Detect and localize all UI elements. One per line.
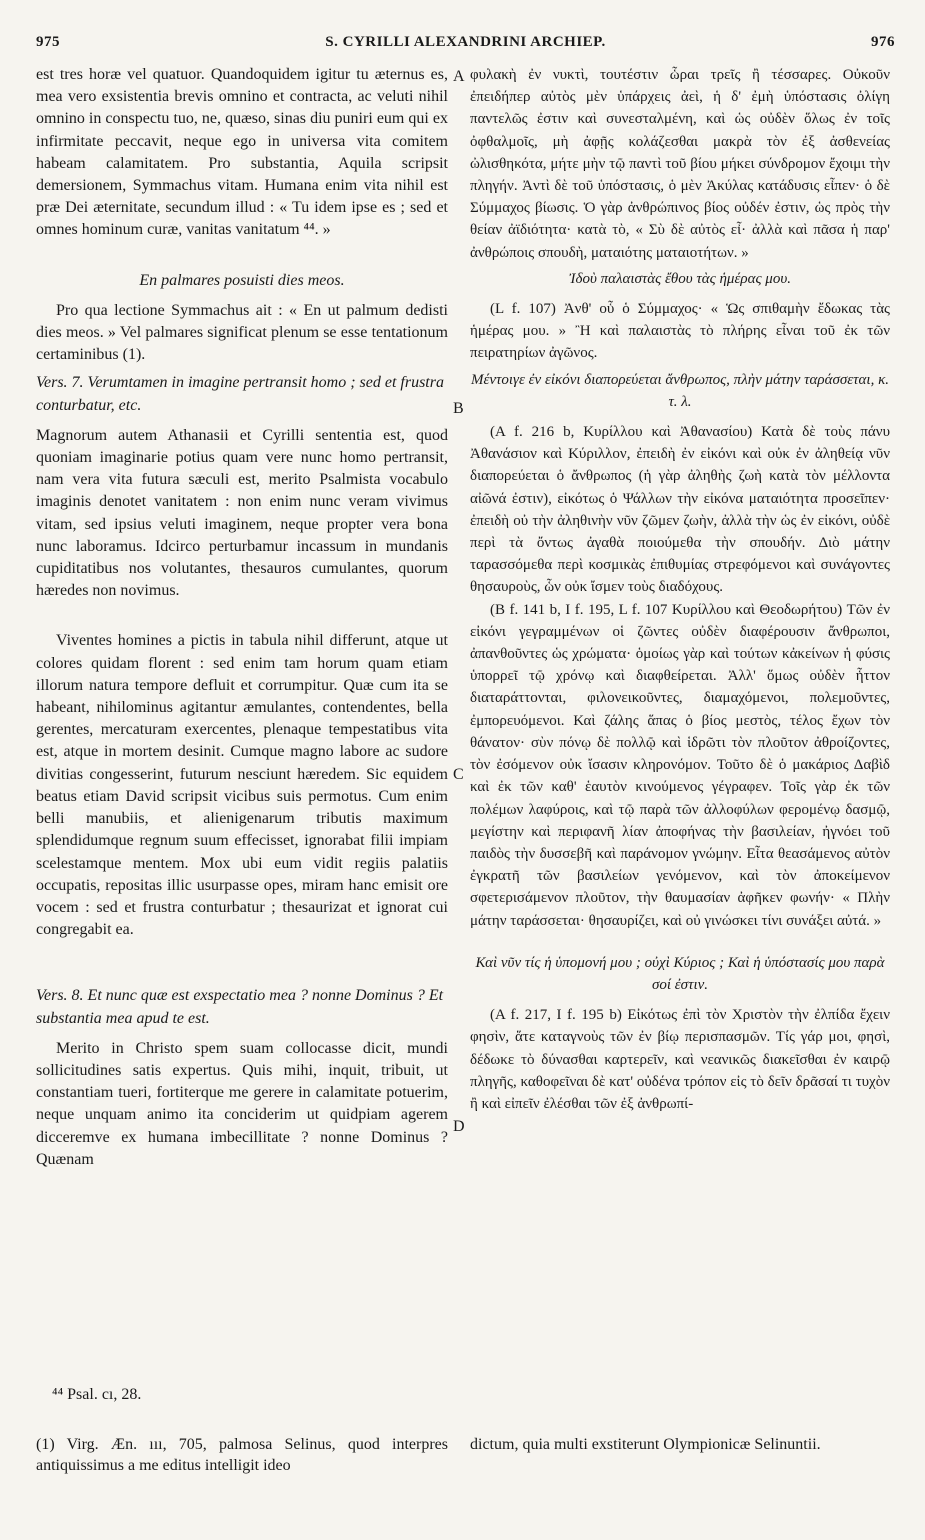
greek-paragraph-4: (B f. 141 b, I f. 195, L f. 107 Κυρίλλου καὶ Θεοδωρήτου) Τῶν ἐν εἰκόνι γεγραμμένων οἱ ζῶντες οὐδὲν διαφέρουσιν ἄνθρωποι, ἀπανθοῦντες ὡς χρώματα· ὁμοίως γὰρ καὶ τούτων κἀκείνων ἡ φύσις ὑπορρεῖ τῷ χρόνῳ καὶ διαφθείρεται. Ἀλλ' ὅμως οὐδὲν ἧττον διαταράττονται, φιλονεικοῦντες, διαμαχόμενοι, πολεμοῦντες, ἐμπορευόμενοι. Καὶ ζάλης ἅπας ὁ βίος μεστὸς, τέλος ἔχων τὸν θάνατον· σὺν πόνῳ δὲ πολλῷ καὶ ἱδρῶτι τὸν πλοῦτον ἀθροίζοντες, τὸν ἐσόμενον οὐκ ἴσασιν κληρονόμον. Τοῦτο δὲ ὁ μακάριος Δαβὶδ καὶ ἐκ τῶν καθ' ἑαυτὸν κινούμενος γέγραφεν. Τοῖς γὰρ ἐκ τῶν πολέμων λαφύροις, καὶ τῷ παρὰ τῶν ἀλλοφύλων φερομένῳ δασμῷ, μεγίστην καὶ περιφανῆ λίαν ἀποφήνας τὴν βασιλείαν, ἠγνόει τοῦ παιδὸς τὴν δυσσεβῆ καὶ παράνομον γνώμην. Εἶτα θεασάμενος αὐτὸν ἐγκρατῆ τῶν βασιλείων γενόμενον, καὶ τὸν ἀποκείμενον σφετερισάμενον πλοῦτον, τὴν θαυμασίαν ἀφῆκεν φωνήν· « Πλὴν μάτην ταράσσεται· θησαυρίζει, καὶ οὐ γινώσκει τίνι συνάξει αὐτά. » — [470, 601, 890, 929]
latin-paragraph-5: Merito in Christo spem suam collocasse dicit, mundi sollicitudines satis expertus. Quis mihi, inquit, tribuit, ut constantiam tueri, fortiterque me gerere in calamitate potuerim, neque unquam animo ita conciderim ut quidpiam agerem dicceremve ex humana imbecillitate ? nonne Dominus ? Quænam — [36, 1039, 448, 1168]
greek-heading-palaistas: Ἰδοὺ παλαιστὰς ἔθου τὰς ἡμέρας μου. — [569, 270, 791, 287]
greek-verse-7: Μέντοιγε ἐν εἰκόνι διαπορεύεται ἄνθρωπος, πλὴν μάτην ταράσσεται, κ. τ. λ. — [470, 371, 890, 410]
greek-paragraph-5: (A f. 217, I f. 195 b) Εἰκότως ἐπὶ τὸν Χριστὸν τὴν ἐλπίδα ἔχειν φησὶν, ἅτε καταγνοὺς τῶν ἐν βίῳ περισπασμῶν. Τίς γάρ μοι, φησὶ, δέδωκε τὸ δύνασθαι καρτερεῖν, καὶ νεανικῶς διακεῖσθαι ἐν καιρῷ πληγῆς, καθοφεῖναι δὲ κατ' οὐδένα τρόπον εἰς τὸ δεῖν δρᾶσαί τι τυχὸν ἢ καὶ εἰπεῖν ἐλέσθαι τῶν ἐξ ἀνθρωπί- — [470, 1007, 890, 1112]
margin-marker-a: A — [453, 68, 465, 85]
margin-marker-d: D — [453, 1118, 465, 1135]
running-title: S. CYRILLI ALEXANDRINI ARCHIEP. — [325, 34, 606, 50]
page-number-left: 975 — [36, 34, 60, 50]
greek-column — [470, 64, 890, 1115]
latin-paragraph-2: Pro qua lectione Symmachus ait : « En ut palmum dedisti dies meos. » Vel palmares significat plenum se esse tentationum certaminibus (1). — [36, 301, 448, 364]
latin-paragraph-1: est tres horæ vel quatuor. Quandoquidem igitur tu æternus es, mea vero exsistentia brevis omnino et contracta, ac veluti nihil omnino in conspectu tuo, ne, quæso, sinas diu puniri eum qui ex infirmitate peccavit, neque ego in universa vita comitem habeam calamitatem. Pro substantia, Aquila scripsit demersionem, Symmachus vitam. Humana enim vita nihil est præ Dei æternitate, secundum illud : « Tu idem ipse es ; sed et omnes hominum curæ, vanitas vanitatum ⁴⁴. » — [36, 66, 448, 239]
latin-verse-7: Vers. 7. Verumtamen in imagine pertransit homo ; sed et frustra conturbatur, etc. — [36, 374, 444, 414]
greek-paragraph-3: (A f. 216 b, Κυρίλλου καὶ Ἀθανασίου) Κατὰ δὲ τοὺς πάνυ Ἀθανάσιον καὶ Κύριλλον, ἐπειδὴ ἐν εἰκόνι καὶ οὐκ ἐν ἀληθείᾳ νῦν διαπορεύεται ὁ ἄνθρωπος (ἡ γὰρ ἀληθὴς ζωὴ κατὰ τὸν μέλλοντα αἰῶνά ἐστιν), εἰκότως ὁ Ψάλλων τὴν εἰκόνα ματαιότητα προσεῖπεν· ἐπειδὴ οὐ τὴν ἀληθινὴν νῦν ζῶμεν ζωὴν, ἀλλὰ τὴν ὡς ἐν εἰκόνι, οὐδὲ περὶ τὰ ὄντως ἀγαθὰ ποιούμεθα τὴν σπουδήν. Διὸ μάτην ταρασσόμεθα περὶ κοσμικὰς ἐπιθυμίας στρεφόμενοι καὶ συνάγοντες θησαυροὺς, ὧν οὐκ ἴσμεν τοὺς διαδόχους. — [470, 424, 890, 596]
greek-paragraph-1: φυλακὴ ἐν νυκτὶ, τουτέστιν ὧραι τρεῖς ἢ τέσσαρες. Οὐκοῦν ἐπειδήπερ αὐτὸς μὲν ὑπάρχεις ἀεὶ, ἡ δ' ἐμὴ ὑπόστασις ὀλίγη παντελῶς ἐστιν καὶ συνεσταλμένη, καὶ ὡς οὐδὲν ὅλως ἐν τοῖς ὀφθαλμοῖς, μὴ ἀφῇς κολάζεσθαι μακρὰ τὸν ἐξ ἀσθενείας ὠλισθηκότα, μήτε μὴν τῷ παντὶ τοῦ βίου μήκει σύνδρομον ἔχοιμι τὴν πληγήν. Ἀντὶ δὲ τοῦ ὑπόστασις, ὁ μὲν Ἀκύλας κατάδυσις εἶπεν· ὁ δὲ Σύμμαχος βίωσις. Ὁ γὰρ ἀνθρώπινος βίος οὐδέν ἐστιν, ὡς πρὸς τὴν θείαν ἀϊδιότητα· κατὰ τὸ, « Σὺ δὲ αὐτὸς εἶ· ἀλλὰ καὶ πᾶσα ἡ παρ' ἀνθρώποις σπουδὴ, ματαιότης ματαιοτήτων. » — [470, 67, 890, 261]
latin-column — [36, 64, 448, 1171]
margin-marker-c: C — [453, 766, 464, 783]
greek-verse-8: Καὶ νῦν τίς ἡ ὑπομονή μου ; οὐχὶ Κύριος ; Καὶ ἡ ὑπόστασίς μου παρὰ σοί ἐστιν. — [475, 954, 885, 993]
footnote-1-right: dictum, quia multi exstiterunt Olympionicæ Selinuntii. — [470, 1436, 821, 1453]
footnote-1-left: (1) Virg. Æn. ııı, 705, palmosa Selinus, quod interpres antiquissimus a me editus intelligit ideo — [36, 1436, 448, 1474]
latin-paragraph-4: Viventes homines a pictis in tabula nihil differunt, atque ut colores quidam florent : sed enim tam horum quam etiam illorum natura tempore defluit et corrumpitur. Quæ cum ita se habeant, nihilominus agitantur æmulantes, contendentes, bella gerentes, mercaturam exercentes, plenaque tempestatibus vita est, atque in mortem desinit. Cumque magno labore ac sudore divitias congesserint, futurum nesciunt hæredem. Sic equidem beatus etiam David scripsit vicibus suis permotus. Cum enim belli manubiis, et alienigenarum tributis maximum splendidumque regnum suum effecisset, ignorabat filii impiam scelestamque mentem. Mox ubi eum vidit regiis palatiis occupatis, repositas illic usurpasse opes, miram hanc emisit ore vocem : sed et frustra conturbatur ; thesaurizat et ignorat cui congregabit ea. — [36, 632, 448, 939]
greek-paragraph-2: (L f. 107) Ἀνθ' οὗ ὁ Σύμμαχος· « Ὡς σπιθαμὴν ἔδωκας τὰς ἡμέρας μου. » Ἢ καὶ παλαιστὰς τὸ πλήρης εἶναι τοῦ ἐκ τῶν πειρατηρίων ἀγῶνος. — [470, 301, 890, 362]
latin-verse-8: Vers. 8. Et nunc quæ est exspectatio mea ? nonne Dominus ? Et substantia mea apud te est. — [36, 987, 444, 1027]
latin-heading-palmares: En palmares posuisti dies meos. — [139, 271, 345, 289]
margin-marker-b: B — [453, 400, 464, 417]
page-number-right: 976 — [871, 34, 895, 50]
scripture-reference: ⁴⁴ Psal. cı, 28. — [52, 1386, 142, 1403]
latin-paragraph-3: Magnorum autem Athanasii et Cyrilli sententia est, quod quoniam imaginarie potius quam vere nunc homo pertransit, nam vera vita futura sæculi est, merito Psalmista vocabulo imaginis denotet vanitatem : non enim nunc veram vivimus vitam, sed ipsius veluti imaginem, neque propter vera bona nunc laboramus. Idcirco perturbamur incassum in mundanis cupiditatibus nos volutantes, thesauros cumulantes, quorum hæredes non novimus. — [36, 426, 448, 600]
page-header — [36, 34, 895, 58]
